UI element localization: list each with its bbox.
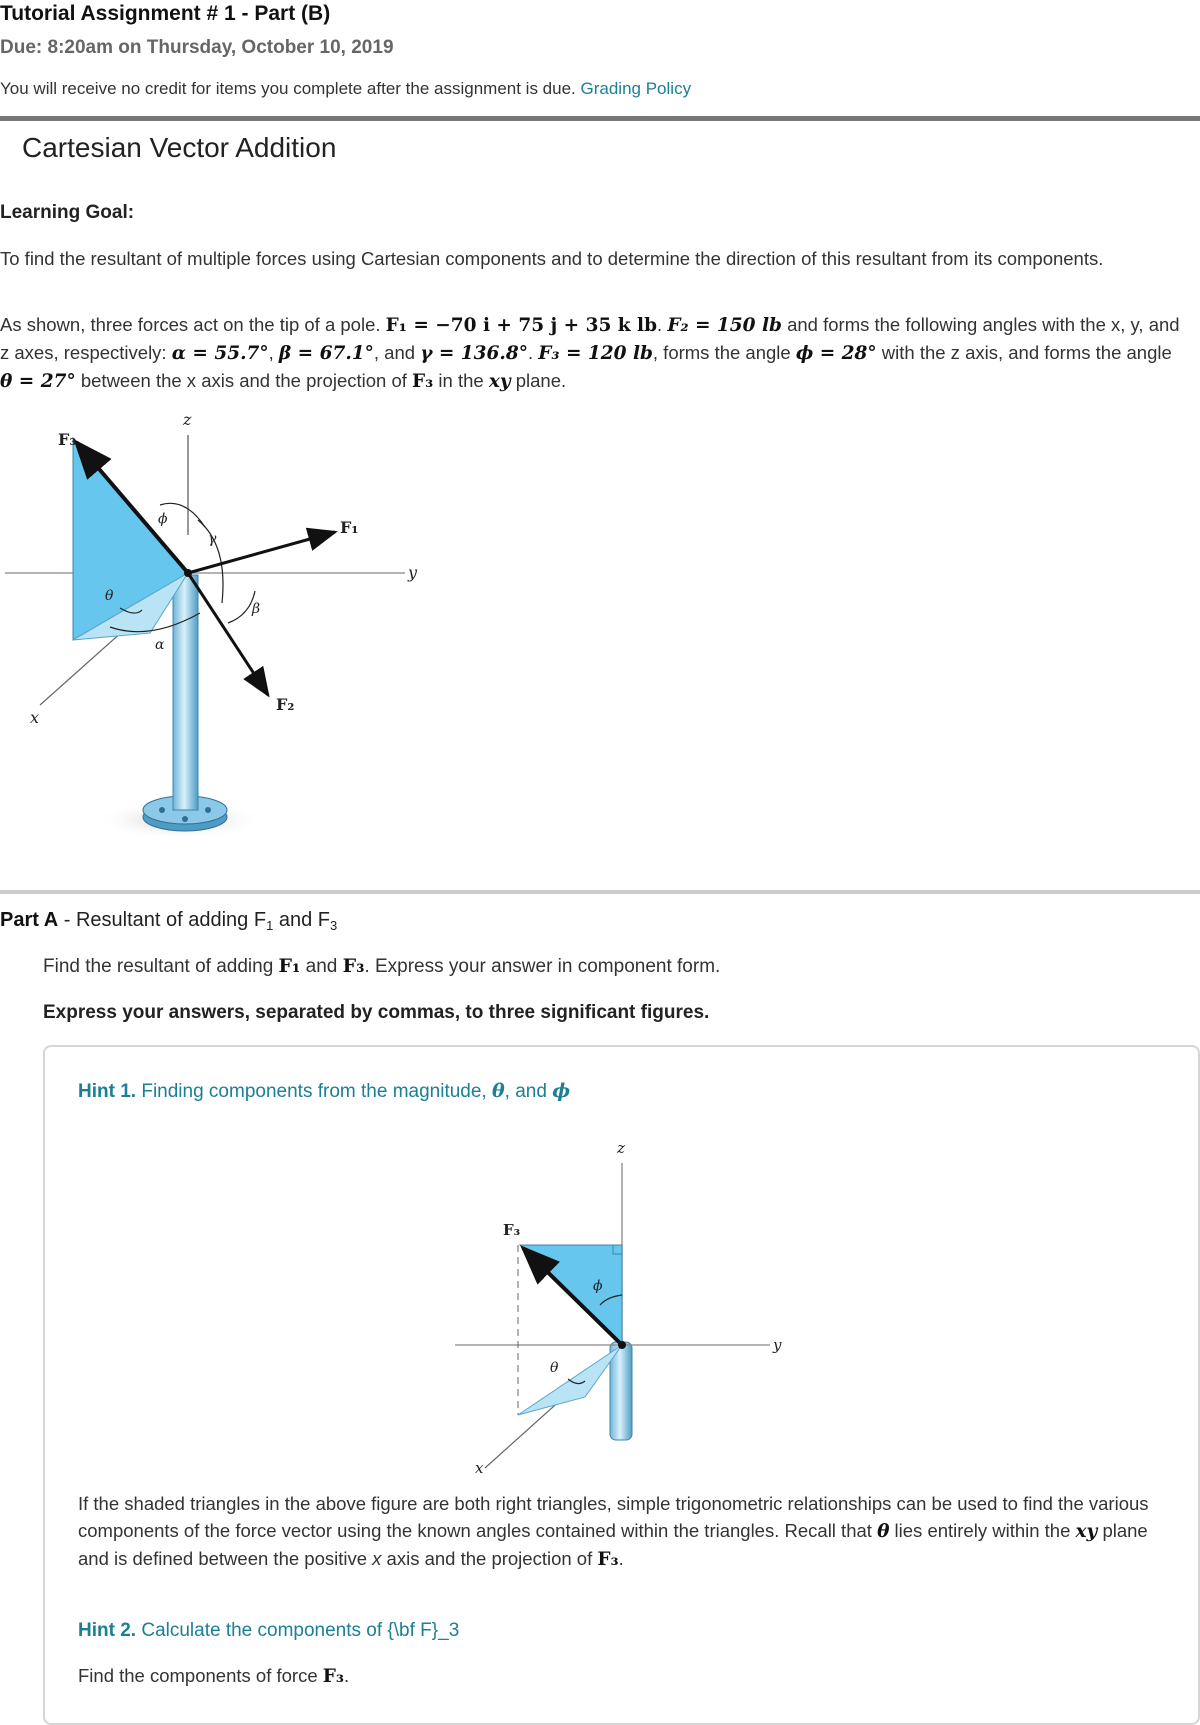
phi-symbol: ϕ — [552, 1080, 571, 1102]
text-segment: Find the components of force — [78, 1665, 323, 1686]
phi-label: ϕ — [158, 511, 168, 527]
gamma-equation: γ = 136.8° — [420, 343, 528, 364]
z-axis-label: z — [617, 1139, 625, 1157]
alpha-label: α — [155, 637, 165, 653]
grading-policy-link[interactable]: Grading Policy — [580, 79, 692, 98]
f1-equation: F₁ = −70 i + 75 j + 35 k lb — [385, 315, 658, 336]
y-axis-label: y — [773, 1336, 782, 1354]
alpha-equation: α = 55.7° — [171, 343, 269, 364]
x-symbol: x — [372, 1548, 382, 1569]
theta-label: θ — [105, 588, 114, 604]
f2-equation: F₂ = 150 lb — [667, 315, 782, 336]
text-segment: plane and is defined between the positive — [78, 1520, 1148, 1569]
text-segment: plane. — [510, 370, 567, 391]
problem-statement: As shown, three forces act on the tip of a pole. F₁ = −70 i + 75 j + 35 k lb. F₂ = 150 lb and forms the following angles with the x, y, and z axes, respectively: α = 55.7°, β = 67.1°, and γ = 136.8°. F₃ = 120 lb, forms the angle ϕ = 28° with the z axis, and forms the angle θ = 27° between the x axis and the projection of F₃ in the xy plane. — [0, 314, 1180, 392]
hint-2-text — [78, 1665, 349, 1687]
text-segment: As shown, three forces act on the tip of a pole. — [0, 314, 386, 335]
f3-symbol: F₃ — [342, 955, 365, 977]
text-segment: and — [300, 956, 343, 977]
part-a-divider — [0, 890, 1200, 894]
text-segment: with the z axis, and forms the angle — [876, 342, 1172, 363]
f1-label: F₁ — [340, 518, 359, 537]
hint-2-title: Calculate the components of {\bf F}_3 — [136, 1620, 460, 1641]
theta-label: θ — [550, 1360, 559, 1376]
xy-symbol: xy — [488, 371, 511, 392]
text-segment: axis and the projection of — [381, 1548, 598, 1569]
theta-symbol: θ — [491, 1080, 505, 1102]
x-axis-label: x — [30, 708, 40, 727]
hints-panel — [43, 1045, 1200, 1725]
due-date: Due: 8:20am on Thursday, October 10, 2019 — [0, 37, 394, 58]
late-notice — [0, 79, 691, 99]
z-axis-label: z — [183, 410, 192, 429]
hint-2-label: Hint 2. — [78, 1620, 137, 1641]
xy-symbol: xy — [1075, 1521, 1098, 1542]
text-segment: , and — [373, 342, 421, 363]
f3-symbol: F₃ — [412, 371, 434, 392]
text-segment: Find the resultant of adding — [43, 956, 279, 977]
part-a-heading — [0, 909, 337, 933]
text-segment: in the — [433, 370, 489, 391]
gamma-label: γ — [208, 531, 217, 547]
phi-label: ϕ — [593, 1278, 603, 1294]
text-segment: If the shaded triangles in the above figure are both right triangles, simple trigonometric relationships can be used to find the various components of the force vector using the known angles contained within the triangles. Recall that — [78, 1493, 1149, 1541]
f2-label: F₂ — [276, 695, 295, 714]
text-segment: Resultant of adding F — [75, 909, 267, 931]
text-segment: . — [344, 1665, 350, 1686]
hint-1-figure — [445, 1135, 805, 1475]
beta-equation: β = 67.1° — [278, 343, 374, 364]
force-diagram-figure — [0, 405, 440, 875]
f3-label: F₃ — [58, 430, 77, 449]
text-segment: between the x axis and the projection of — [75, 370, 413, 391]
learning-goal-label: Learning Goal: — [0, 202, 135, 223]
text-segment: lies entirely within the — [889, 1520, 1076, 1541]
text-segment: and F — [273, 909, 331, 931]
text-segment: , and — [504, 1081, 553, 1102]
f3-label: F₃ — [503, 1221, 521, 1239]
late-notice-text: You will receive no credit for items you complete after the assignment is due. — [0, 79, 576, 98]
hint-1-label: Hint 1. — [78, 1081, 137, 1102]
f1-symbol: F₁ — [278, 955, 301, 977]
problem-title: Cartesian Vector Addition — [22, 132, 337, 163]
y-axis-label: y — [408, 563, 418, 582]
subscript: 1 — [266, 918, 274, 933]
learning-goal-text: To find the resultant of multiple forces using Cartesian components and to determine the direction of this resultant from its components. — [0, 248, 1104, 269]
f3-equation: F₃ = 120 lb — [538, 343, 653, 364]
hint-1-text — [78, 1490, 1168, 1573]
text-segment: - — [58, 909, 76, 931]
hint-2-toggle[interactable] — [78, 1620, 459, 1642]
assignment-title: Tutorial Assignment # 1 - Part (B) — [0, 2, 331, 25]
text-segment: , forms the angle — [652, 342, 796, 363]
part-a-prompt — [43, 955, 720, 978]
pole — [173, 575, 198, 810]
text-segment: . — [657, 314, 668, 335]
theta-equation: θ = 27° — [0, 371, 76, 392]
header-divider — [0, 116, 1200, 121]
x-axis-label: x — [475, 1459, 484, 1475]
f3-symbol: F₃ — [322, 1666, 344, 1687]
hint-1-toggle[interactable] — [78, 1080, 570, 1103]
hint-1-title: Finding components from the magnitude, — [136, 1081, 492, 1102]
part-a-label: Part A — [0, 909, 59, 931]
text-segment: . — [618, 1548, 624, 1569]
subscript: 3 — [330, 918, 338, 933]
phi-equation: ϕ = 28° — [795, 343, 877, 364]
beta-label: β — [252, 601, 261, 617]
f2-vector-arrow — [188, 573, 268, 695]
theta-symbol: θ — [877, 1521, 890, 1542]
part-a-instruction: Express your answers, separated by commas, to three significant figures. — [43, 1002, 710, 1023]
text-segment: . Express your answer in component form. — [364, 956, 721, 977]
text-segment: and forms the following angles with the x, y, and z axes, respectively: — [0, 314, 1180, 363]
f3-symbol: F₃ — [597, 1549, 619, 1570]
